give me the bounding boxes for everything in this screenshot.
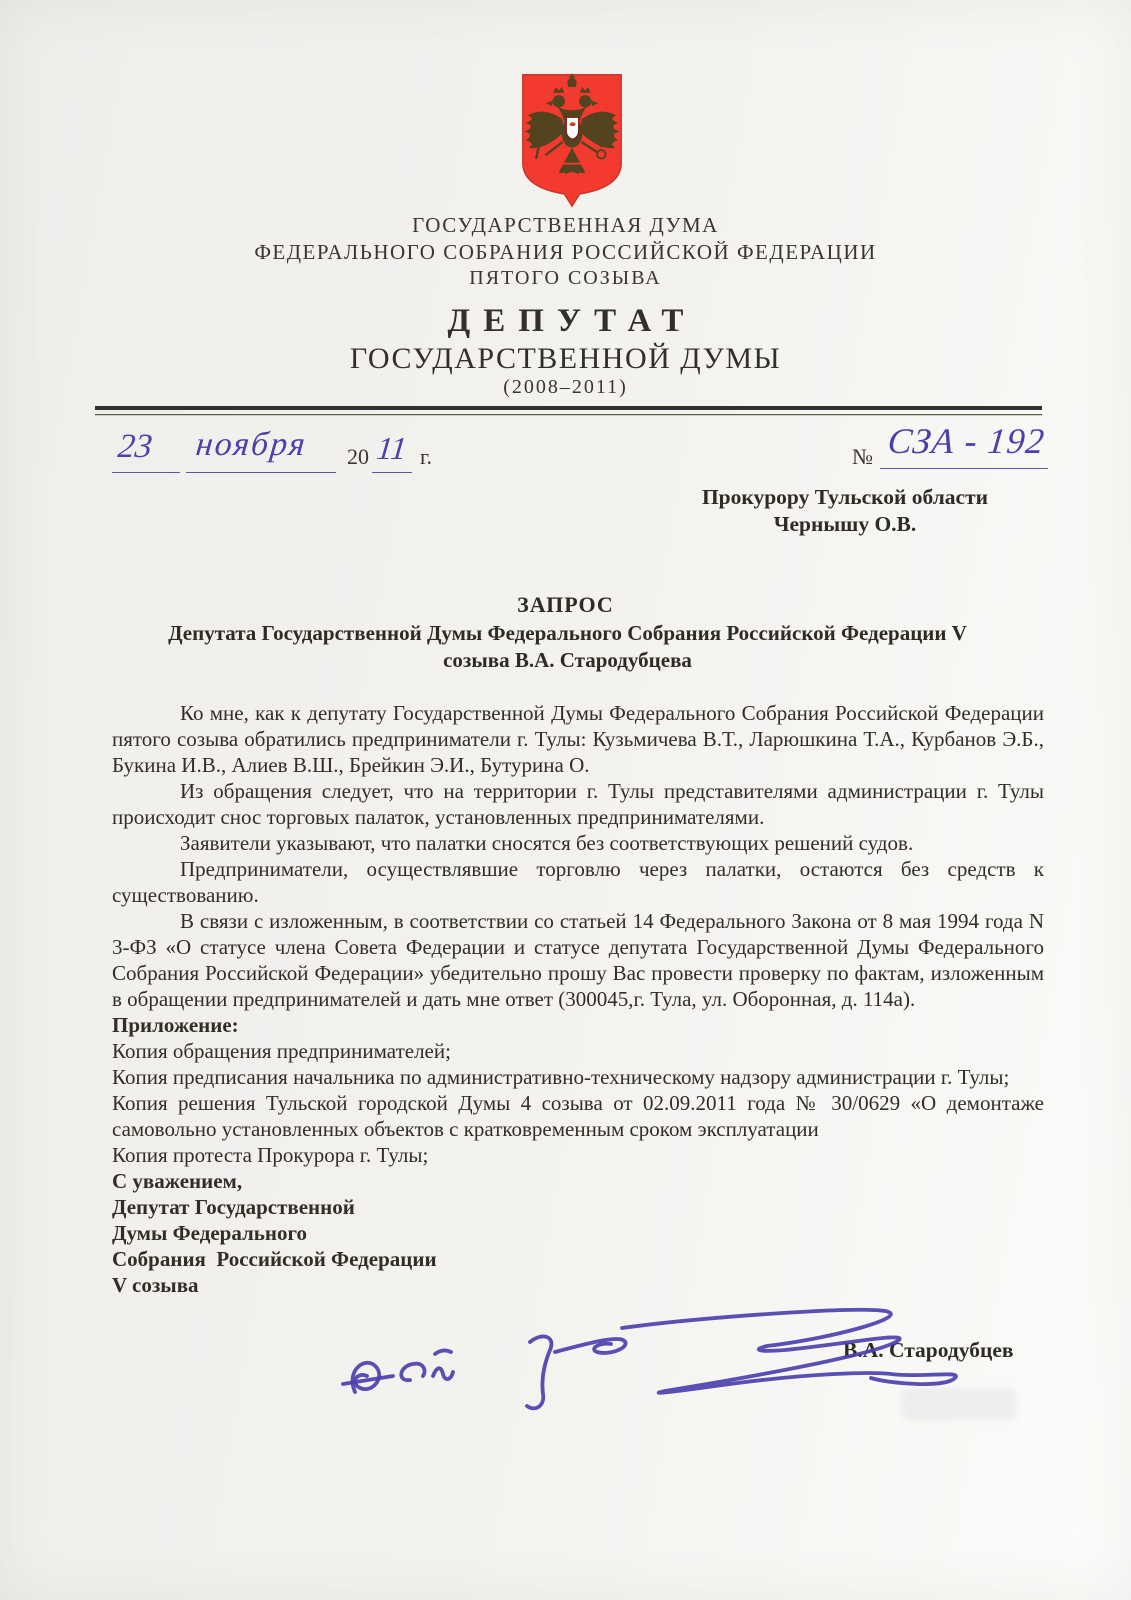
deputy-title: ДЕПУТАТ — [447, 303, 697, 339]
query-subtitle-line1: Депутата Государственной Думы Федерального Собрания Российской Федерации V — [168, 621, 967, 645]
query-subtitle-line2: созыва В.А. Стародубцева — [443, 648, 692, 672]
date-month-handwritten: ноября — [194, 426, 309, 463]
org-name-line2: ФЕДЕРАЛЬНОГО СОБРАНИЯ РОССИЙСКОЙ ФЕДЕРАЦИИ — [254, 240, 877, 264]
attachment-item: Копия решения Тульской городской Думы 4 созыва от 02.09.2011 года № 30/0629 «О демонтаже самовольно установленных объектов с кратковременным сроком эксплуатации — [112, 1091, 1044, 1141]
paragraph-livelihood: Предприниматели, осуществлявшие торговлю через палатки, остаются без средств к существованию. — [112, 857, 1044, 907]
letterhead-rule-thin — [95, 414, 1042, 415]
addressee-line1: Прокурору Тульской области — [701, 485, 989, 509]
paragraph-appeal: Ко мне, как к депутату Государственной Думы Федерального Собрания Российской Федерации пятого созыва обратились предприниматели г. Тулы: Кузьмичева В.Т., Ларюшкина Т.А., Курбанов Э.Б., Букина И.В., Алиев В.Ш., Брейкин Э.И., Бутурина О. — [112, 701, 1044, 777]
letterhead-rule-thick — [95, 406, 1042, 410]
date-day-underline — [112, 472, 180, 473]
convocation-years: (2008–2011) — [503, 376, 628, 398]
query-subtitle — [110, 620, 1025, 674]
position-line: Думы Федерального — [112, 1221, 308, 1245]
org-name-line3: ПЯТОГО СОЗЫВА — [469, 267, 662, 289]
addressee-block — [645, 484, 1045, 538]
number-label: № — [852, 444, 873, 469]
deputy-title-line2: ГОСУДАРСТВЕННОЙ ДУМЫ — [349, 342, 782, 375]
attachment-item: Копия протеста Прокурора г. Тулы; — [112, 1143, 429, 1167]
date-month-underline — [186, 472, 336, 473]
signer-name: В.А. Стародубцев — [843, 1338, 1014, 1362]
bleed-through-smudge — [902, 1388, 1017, 1420]
paragraph-demolition: Из обращения следует, что на территории г. Тулы представителями администрации г. Тулы происходит снос торговых палаток, установленных предпринимателями. — [112, 779, 1044, 829]
position-line: V созыва — [112, 1273, 199, 1297]
letter-body — [112, 700, 1044, 1298]
position-line: Депутат Государственной — [112, 1195, 355, 1219]
attachments-label: Приложение: — [112, 1013, 239, 1037]
org-name-line1: ГОСУДАРСТВЕННАЯ ДУМА — [412, 213, 719, 237]
russia-coat-of-arms-icon — [514, 70, 630, 212]
attachment-item: Копия обращения предпринимателей; — [112, 1039, 451, 1063]
query-title: ЗАПРОС — [517, 592, 614, 617]
date-year-suffix: г. — [420, 444, 433, 469]
date-year-handwritten: 11 — [375, 430, 409, 466]
date-year-underline — [372, 472, 412, 473]
number-underline — [880, 468, 1048, 469]
paragraph-no-court: Заявители указывают, что палатки сносятся без соответствующих решений судов. — [180, 831, 914, 855]
position-line: Собрания Российской Федерации — [112, 1247, 437, 1271]
attachment-item: Копия предписания начальника по административно-техническому надзору администрации г. Тулы; — [112, 1065, 1010, 1089]
addressee-line2: Чернышу О.В. — [773, 512, 917, 536]
date-day-handwritten: 23 — [116, 428, 154, 465]
closing-salutation: С уважением, — [112, 1169, 243, 1193]
paragraph-request: В связи с изложенным, в соответствии со статьей 14 Федерального Закона от 8 мая 1994 года N 3-ФЗ «О статусе члена Совета Федерации и статусе депутата Государственной Думы Федерального Собрания Российской Федерации» убедительно прошу Вас провести проверку по фактам, изложенным в обращении предпринимателей и дать мне ответ (300045,г. Тула, ул. Оборонная, д. 114а). — [112, 909, 1044, 1011]
number-handwritten: СЗА - 192 — [885, 421, 1047, 461]
date-year-printed: 20 — [347, 444, 369, 469]
